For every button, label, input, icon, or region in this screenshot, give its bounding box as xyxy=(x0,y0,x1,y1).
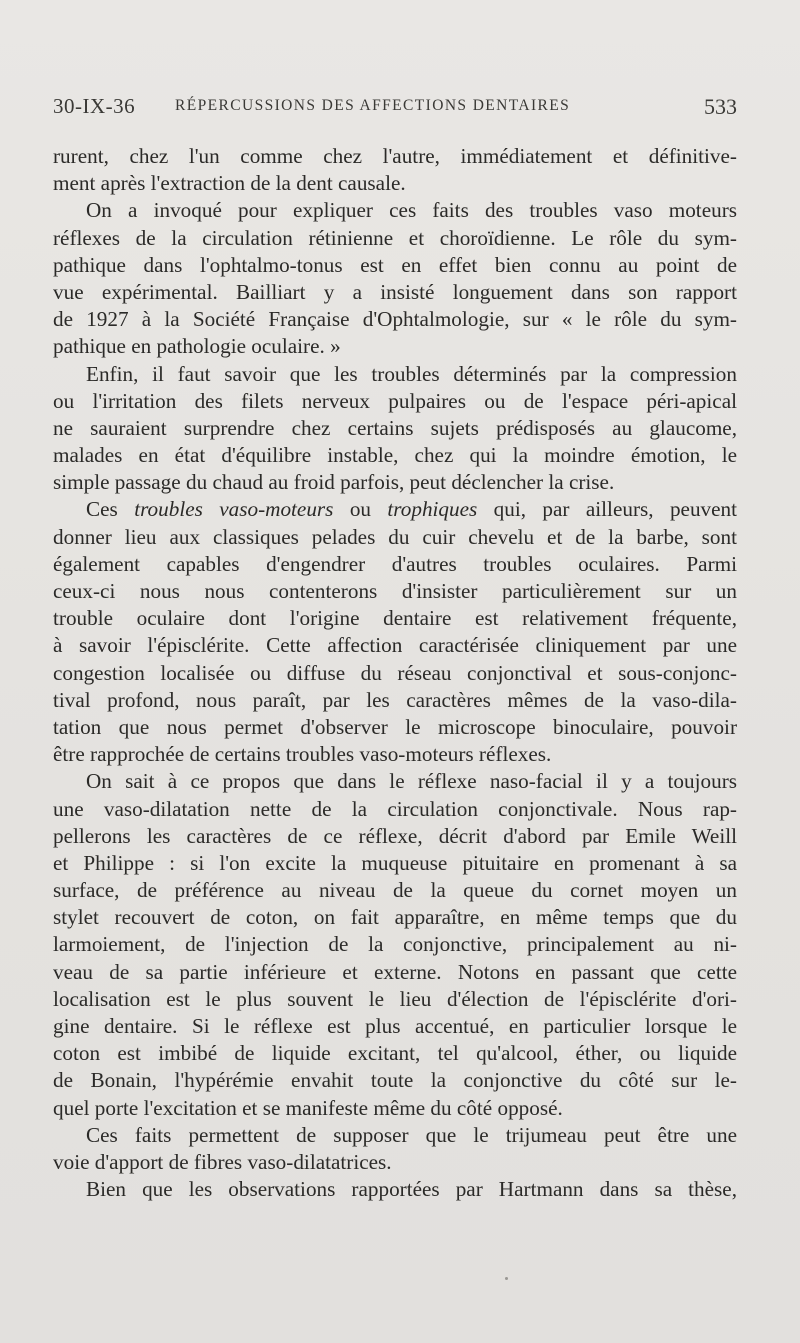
text-run: qui, par ailleurs, peuvent xyxy=(477,497,737,522)
text-line: On sait à ce propos que dans le réflexe naso-facial il y a toujours xyxy=(86,769,737,794)
text-line: localisation est le plus souvent le lieu d'élection de l'épisclérite d'ori- xyxy=(53,986,737,1011)
text-line: voie d'apport de fibres vaso-dilatatrices. xyxy=(53,1149,392,1174)
text-line: de Bonain, l'hypérémie envahit toute la conjonctive du côté sur le- xyxy=(53,1068,737,1093)
text-line: larmoiement, de l'injection de la conjonctive, principalement au ni- xyxy=(53,932,737,957)
text-line: pellerons les caractères de ce réflexe, décrit d'abord par Emile Weill xyxy=(53,823,737,848)
text-line: Ces faits permettent de supposer que le trijumeau peut être une xyxy=(86,1122,737,1147)
running-header xyxy=(53,94,737,128)
text-line: trouble oculaire dont l'origine dentaire est relativement fréquente, xyxy=(53,606,737,631)
text-line-with-italics xyxy=(53,496,737,523)
text-line: tation que nous permet d'observer le microscope binoculaire, pouvoir xyxy=(53,714,737,739)
page-number: 533 xyxy=(704,94,737,119)
text-line: une vaso-dilatation nette de la circulation conjonctivale. Nous rap- xyxy=(53,796,737,821)
text-line: quel porte l'excitation et se manifeste même du côté opposé. xyxy=(53,1095,563,1120)
text-line: On a invoqué pour expliquer ces faits des troubles vaso moteurs xyxy=(86,198,737,223)
text-line: rurent, chez l'un comme chez l'autre, immédiatement et définitive- xyxy=(53,144,737,168)
text-line: pathique dans l'ophtalmo-tonus est en effet bien connu au point de xyxy=(53,252,737,277)
text-line: donner lieu aux classiques pelades du cuir chevelu et de la barbe, sont xyxy=(53,524,737,549)
text-line: à savoir l'épisclérite. Cette affection caractérisée cliniquement par une xyxy=(53,633,737,658)
text-line: Enfin, il faut savoir que les troubles déterminés par la compression xyxy=(86,361,737,386)
italic-term: troubles vaso-moteurs xyxy=(134,497,334,522)
text-line: stylet recouvert de coton, on fait apparaître, en même temps que du xyxy=(53,905,737,930)
italic-term: trophiques xyxy=(387,497,478,522)
text-line: être rapprochée de certains troubles vaso-moteurs réflexes. xyxy=(53,742,552,767)
paper-speck xyxy=(505,1277,508,1280)
text-line: réflexes de la circulation rétinienne et choroïdienne. Le rôle du sym- xyxy=(53,225,737,250)
running-title: RÉPERCUSSIONS DES AFFECTIONS DENTAIRES xyxy=(175,97,571,114)
text-line: surface, de préférence au niveau de la queue du cornet moyen un xyxy=(53,878,737,903)
text-line: de 1927 à la Société Française d'Ophtalmologie, sur « le rôle du sym- xyxy=(53,307,737,332)
text-line: ne sauraient surprendre chez certains sujets prédisposés au glaucome, xyxy=(53,415,737,440)
text-line: congestion localisée ou diffuse du réseau conjonctival et sous-conjonc- xyxy=(53,660,737,685)
text-line: Bien que les observations rapportées par Hartmann dans sa thèse, xyxy=(86,1177,737,1202)
text-line: coton est imbibé de liquide excitant, tel qu'alcool, éther, ou liquide xyxy=(53,1041,737,1066)
text-run: Ces xyxy=(86,497,135,522)
text-line: ceux-ci nous nous contenterons d'insister particulièrement sur un xyxy=(53,579,737,603)
text-line: tival profond, nous paraît, par les caractères mêmes de la vaso-dila- xyxy=(53,687,737,712)
text-run: ou xyxy=(333,497,388,522)
text-line: simple passage du chaud au froid parfois, peut déclencher la crise. xyxy=(53,470,615,495)
text-line: ment après l'extraction de la dent causale. xyxy=(53,171,406,196)
text-line: vue expérimental. Bailliart y a insisté longuement dans son rapport xyxy=(53,279,737,304)
text-line: pathique en pathologie oculaire. » xyxy=(53,334,341,359)
date-reference: 30-IX-36 xyxy=(53,94,136,118)
body-text xyxy=(53,143,737,1203)
text-line: malades en état d'équilibre instable, chez qui la moindre émotion, le xyxy=(53,443,737,468)
text-line: veau de sa partie inférieure et externe. Notons en passant que cette xyxy=(53,959,737,984)
text-line: gine dentaire. Si le réflexe est plus accentué, en particulier lorsque le xyxy=(53,1014,737,1038)
text-line: ou l'irritation des filets nerveux pulpaires ou de l'espace péri-apical xyxy=(53,388,737,413)
text-line: et Philippe : si l'on excite la muqueuse pituitaire en promenant à sa xyxy=(53,850,737,875)
text-line: également capables d'engendrer d'autres troubles oculaires. Parmi xyxy=(53,551,737,576)
